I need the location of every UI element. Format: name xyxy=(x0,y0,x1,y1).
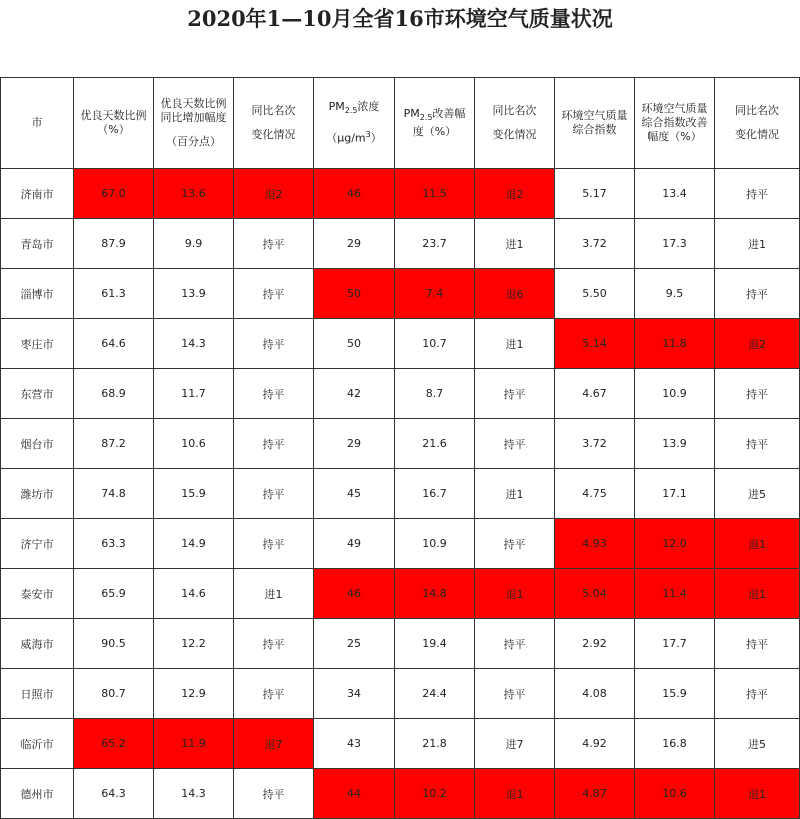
city-cell: 济宁市 xyxy=(1,519,74,569)
aqi-improve-cell: 17.7 xyxy=(635,619,715,669)
header-good-days-change: 优良天数比例 同比增加幅度 （百分点） xyxy=(154,78,234,169)
aqi-improve-cell: 11.4 xyxy=(635,569,715,619)
pm25-improve-cell: 21.8 xyxy=(395,719,475,769)
rank-change-1-cell: 持平 xyxy=(234,619,314,669)
pm25-improve-cell: 16.7 xyxy=(395,469,475,519)
good-days-cell: 64.6 xyxy=(74,319,154,369)
aqi-cell: 3.72 xyxy=(555,219,635,269)
rank-change-2-cell: 进1 xyxy=(475,469,555,519)
pm25-improve-cell: 7.4 xyxy=(395,269,475,319)
pm25-improve-cell: 10.9 xyxy=(395,519,475,569)
table-row xyxy=(1,619,800,669)
rank-change-2-cell: 退1 xyxy=(475,569,555,619)
aqi-improve-cell: 11.8 xyxy=(635,319,715,369)
aqi-cell: 4.87 xyxy=(555,769,635,819)
good-days-change-cell: 13.9 xyxy=(154,269,234,319)
good-days-change-cell: 11.7 xyxy=(154,369,234,419)
rank-change-2-cell: 持平 xyxy=(475,669,555,719)
aqi-cell: 4.67 xyxy=(555,369,635,419)
rank-change-3-cell: 持平 xyxy=(715,619,800,669)
rank-change-3-cell: 退2 xyxy=(715,319,800,369)
good-days-cell: 67.0 xyxy=(74,169,154,219)
pm25-improve-cell: 10.7 xyxy=(395,319,475,369)
pm25-improve-cell: 8.7 xyxy=(395,369,475,419)
good-days-cell: 74.8 xyxy=(74,469,154,519)
rank-change-1-cell: 持平 xyxy=(234,219,314,269)
rank-change-3-cell: 持平 xyxy=(715,369,800,419)
rank-change-2-cell: 退1 xyxy=(475,769,555,819)
city-cell: 济南市 xyxy=(1,169,74,219)
pm25-cell: 29 xyxy=(314,419,395,469)
aqi-cell: 5.17 xyxy=(555,169,635,219)
good-days-change-cell: 10.6 xyxy=(154,419,234,469)
page-title: 2020年1—10月全省16市环境空气质量状况 xyxy=(187,6,613,31)
rank-change-1-cell: 持平 xyxy=(234,419,314,469)
city-cell: 威海市 xyxy=(1,619,74,669)
good-days-cell: 80.7 xyxy=(74,669,154,719)
good-days-change-cell: 14.3 xyxy=(154,769,234,819)
city-cell: 青岛市 xyxy=(1,219,74,269)
table-row xyxy=(1,369,800,419)
pm25-cell: 45 xyxy=(314,469,395,519)
header-rank-change-2: 同比名次 变化情况 xyxy=(475,78,555,169)
rank-change-2-cell: 退2 xyxy=(475,169,555,219)
rank-change-2-cell: 进1 xyxy=(475,219,555,269)
aqi-improve-cell: 9.5 xyxy=(635,269,715,319)
good-days-cell: 65.2 xyxy=(74,719,154,769)
rank-change-2-cell: 持平 xyxy=(475,369,555,419)
aqi-improve-cell: 12.0 xyxy=(635,519,715,569)
city-cell: 德州市 xyxy=(1,769,74,819)
good-days-change-cell: 12.9 xyxy=(154,669,234,719)
table-row xyxy=(1,269,800,319)
air-quality-table xyxy=(0,77,800,819)
rank-change-3-cell: 进1 xyxy=(715,219,800,269)
rank-change-1-cell: 持平 xyxy=(234,269,314,319)
pm25-cell: 25 xyxy=(314,619,395,669)
pm25-improve-cell: 24.4 xyxy=(395,669,475,719)
pm25-cell: 49 xyxy=(314,519,395,569)
pm25-cell: 42 xyxy=(314,369,395,419)
rank-change-3-cell: 进5 xyxy=(715,719,800,769)
pm25-cell: 44 xyxy=(314,769,395,819)
aqi-improve-cell: 16.8 xyxy=(635,719,715,769)
good-days-change-cell: 14.3 xyxy=(154,319,234,369)
pm25-cell: 34 xyxy=(314,669,395,719)
city-cell: 烟台市 xyxy=(1,419,74,469)
rank-change-1-cell: 持平 xyxy=(234,769,314,819)
table-row xyxy=(1,569,800,619)
rank-change-2-cell: 持平 xyxy=(475,419,555,469)
city-cell: 东营市 xyxy=(1,369,74,419)
city-cell: 潍坊市 xyxy=(1,469,74,519)
rank-change-2-cell: 进7 xyxy=(475,719,555,769)
table-row xyxy=(1,319,800,369)
table-row xyxy=(1,219,800,269)
header-pm25: $PM_{2.5}$浓度 $(\mu g/m^3)$ xyxy=(314,78,395,169)
pm25-cell: 50 xyxy=(314,319,395,369)
rank-change-1-cell: 持平 xyxy=(234,319,314,369)
table-row xyxy=(1,469,800,519)
header-aqi: 环境空气质量 综合指数 xyxy=(555,78,635,169)
rank-change-3-cell: 退1 xyxy=(715,769,800,819)
good-days-change-cell: 13.6 xyxy=(154,169,234,219)
table-row xyxy=(1,669,800,719)
city-cell: 枣庄市 xyxy=(1,319,74,369)
aqi-cell: 5.14 xyxy=(555,319,635,369)
aqi-improve-cell: 10.6 xyxy=(635,769,715,819)
table-body xyxy=(1,169,800,819)
header-good-days: 优良天数比例 （%） xyxy=(74,78,154,169)
good-days-cell: 87.2 xyxy=(74,419,154,469)
header-rank-change-1: 同比名次 变化情况 xyxy=(234,78,314,169)
rank-change-1-cell: 退7 xyxy=(234,719,314,769)
city-cell: 泰安市 xyxy=(1,569,74,619)
rank-change-1-cell: 持平 xyxy=(234,669,314,719)
pm25-cell: 46 xyxy=(314,569,395,619)
pm25-cell: 43 xyxy=(314,719,395,769)
rank-change-3-cell: 持平 xyxy=(715,669,800,719)
rank-change-1-cell: 进1 xyxy=(234,569,314,619)
city-cell: 淄博市 xyxy=(1,269,74,319)
pm25-improve-cell: 11.5 xyxy=(395,169,475,219)
rank-change-1-cell: 持平 xyxy=(234,369,314,419)
aqi-cell: 2.92 xyxy=(555,619,635,669)
good-days-cell: 63.3 xyxy=(74,519,154,569)
good-days-change-cell: 12.2 xyxy=(154,619,234,669)
good-days-cell: 87.9 xyxy=(74,219,154,269)
pm25-improve-cell: 21.6 xyxy=(395,419,475,469)
rank-change-3-cell: 进5 xyxy=(715,469,800,519)
header-rank-change-3: 同比名次 变化情况 xyxy=(715,78,800,169)
rank-change-2-cell: 退6 xyxy=(475,269,555,319)
good-days-cell: 68.9 xyxy=(74,369,154,419)
header-pm25-improve: $PM_{2.5}$改善幅 度（%） xyxy=(395,78,475,169)
rank-change-1-cell: 持平 xyxy=(234,519,314,569)
aqi-improve-cell: 17.3 xyxy=(635,219,715,269)
rank-change-3-cell: 退1 xyxy=(715,519,800,569)
rank-change-3-cell: 持平 xyxy=(715,269,800,319)
rank-change-1-cell: 退2 xyxy=(234,169,314,219)
pm25-improve-cell: 14.8 xyxy=(395,569,475,619)
good-days-change-cell: 14.6 xyxy=(154,569,234,619)
aqi-improve-cell: 13.4 xyxy=(635,169,715,219)
good-days-change-cell: 14.9 xyxy=(154,519,234,569)
rank-change-3-cell: 退1 xyxy=(715,569,800,619)
header-city: 市 xyxy=(1,78,74,169)
city-cell: 临沂市 xyxy=(1,719,74,769)
rank-change-3-cell: 持平 xyxy=(715,419,800,469)
pm25-improve-cell: 23.7 xyxy=(395,219,475,269)
aqi-cell: 4.93 xyxy=(555,519,635,569)
rank-change-2-cell: 持平 xyxy=(475,519,555,569)
table-row xyxy=(1,719,800,769)
rank-change-2-cell: 进1 xyxy=(475,319,555,369)
good-days-change-cell: 15.9 xyxy=(154,469,234,519)
pm25-improve-cell: 10.2 xyxy=(395,769,475,819)
aqi-cell: 3.72 xyxy=(555,419,635,469)
good-days-cell: 90.5 xyxy=(74,619,154,669)
pm25-cell: 29 xyxy=(314,219,395,269)
header-aqi-improve: 环境空气质量 综合指数改善 幅度（%） xyxy=(635,78,715,169)
table-row xyxy=(1,769,800,819)
pm25-cell: 50 xyxy=(314,269,395,319)
aqi-cell: 4.75 xyxy=(555,469,635,519)
city-cell: 日照市 xyxy=(1,669,74,719)
good-days-change-cell: 9.9 xyxy=(154,219,234,269)
good-days-cell: 61.3 xyxy=(74,269,154,319)
pm25-cell: 46 xyxy=(314,169,395,219)
rank-change-3-cell: 持平 xyxy=(715,169,800,219)
aqi-improve-cell: 17.1 xyxy=(635,469,715,519)
table-row xyxy=(1,419,800,469)
good-days-change-cell: 11.9 xyxy=(154,719,234,769)
aqi-cell: 5.04 xyxy=(555,569,635,619)
aqi-improve-cell: 10.9 xyxy=(635,369,715,419)
pm25-improve-cell: 19.4 xyxy=(395,619,475,669)
aqi-cell: 5.50 xyxy=(555,269,635,319)
rank-change-1-cell: 持平 xyxy=(234,469,314,519)
aqi-improve-cell: 15.9 xyxy=(635,669,715,719)
aqi-cell: 4.08 xyxy=(555,669,635,719)
aqi-cell: 4.92 xyxy=(555,719,635,769)
table-row xyxy=(1,519,800,569)
rank-change-2-cell: 持平 xyxy=(475,619,555,669)
good-days-cell: 64.3 xyxy=(74,769,154,819)
header-row xyxy=(1,78,800,169)
table-row xyxy=(1,169,800,219)
aqi-improve-cell: 13.9 xyxy=(635,419,715,469)
good-days-cell: 65.9 xyxy=(74,569,154,619)
